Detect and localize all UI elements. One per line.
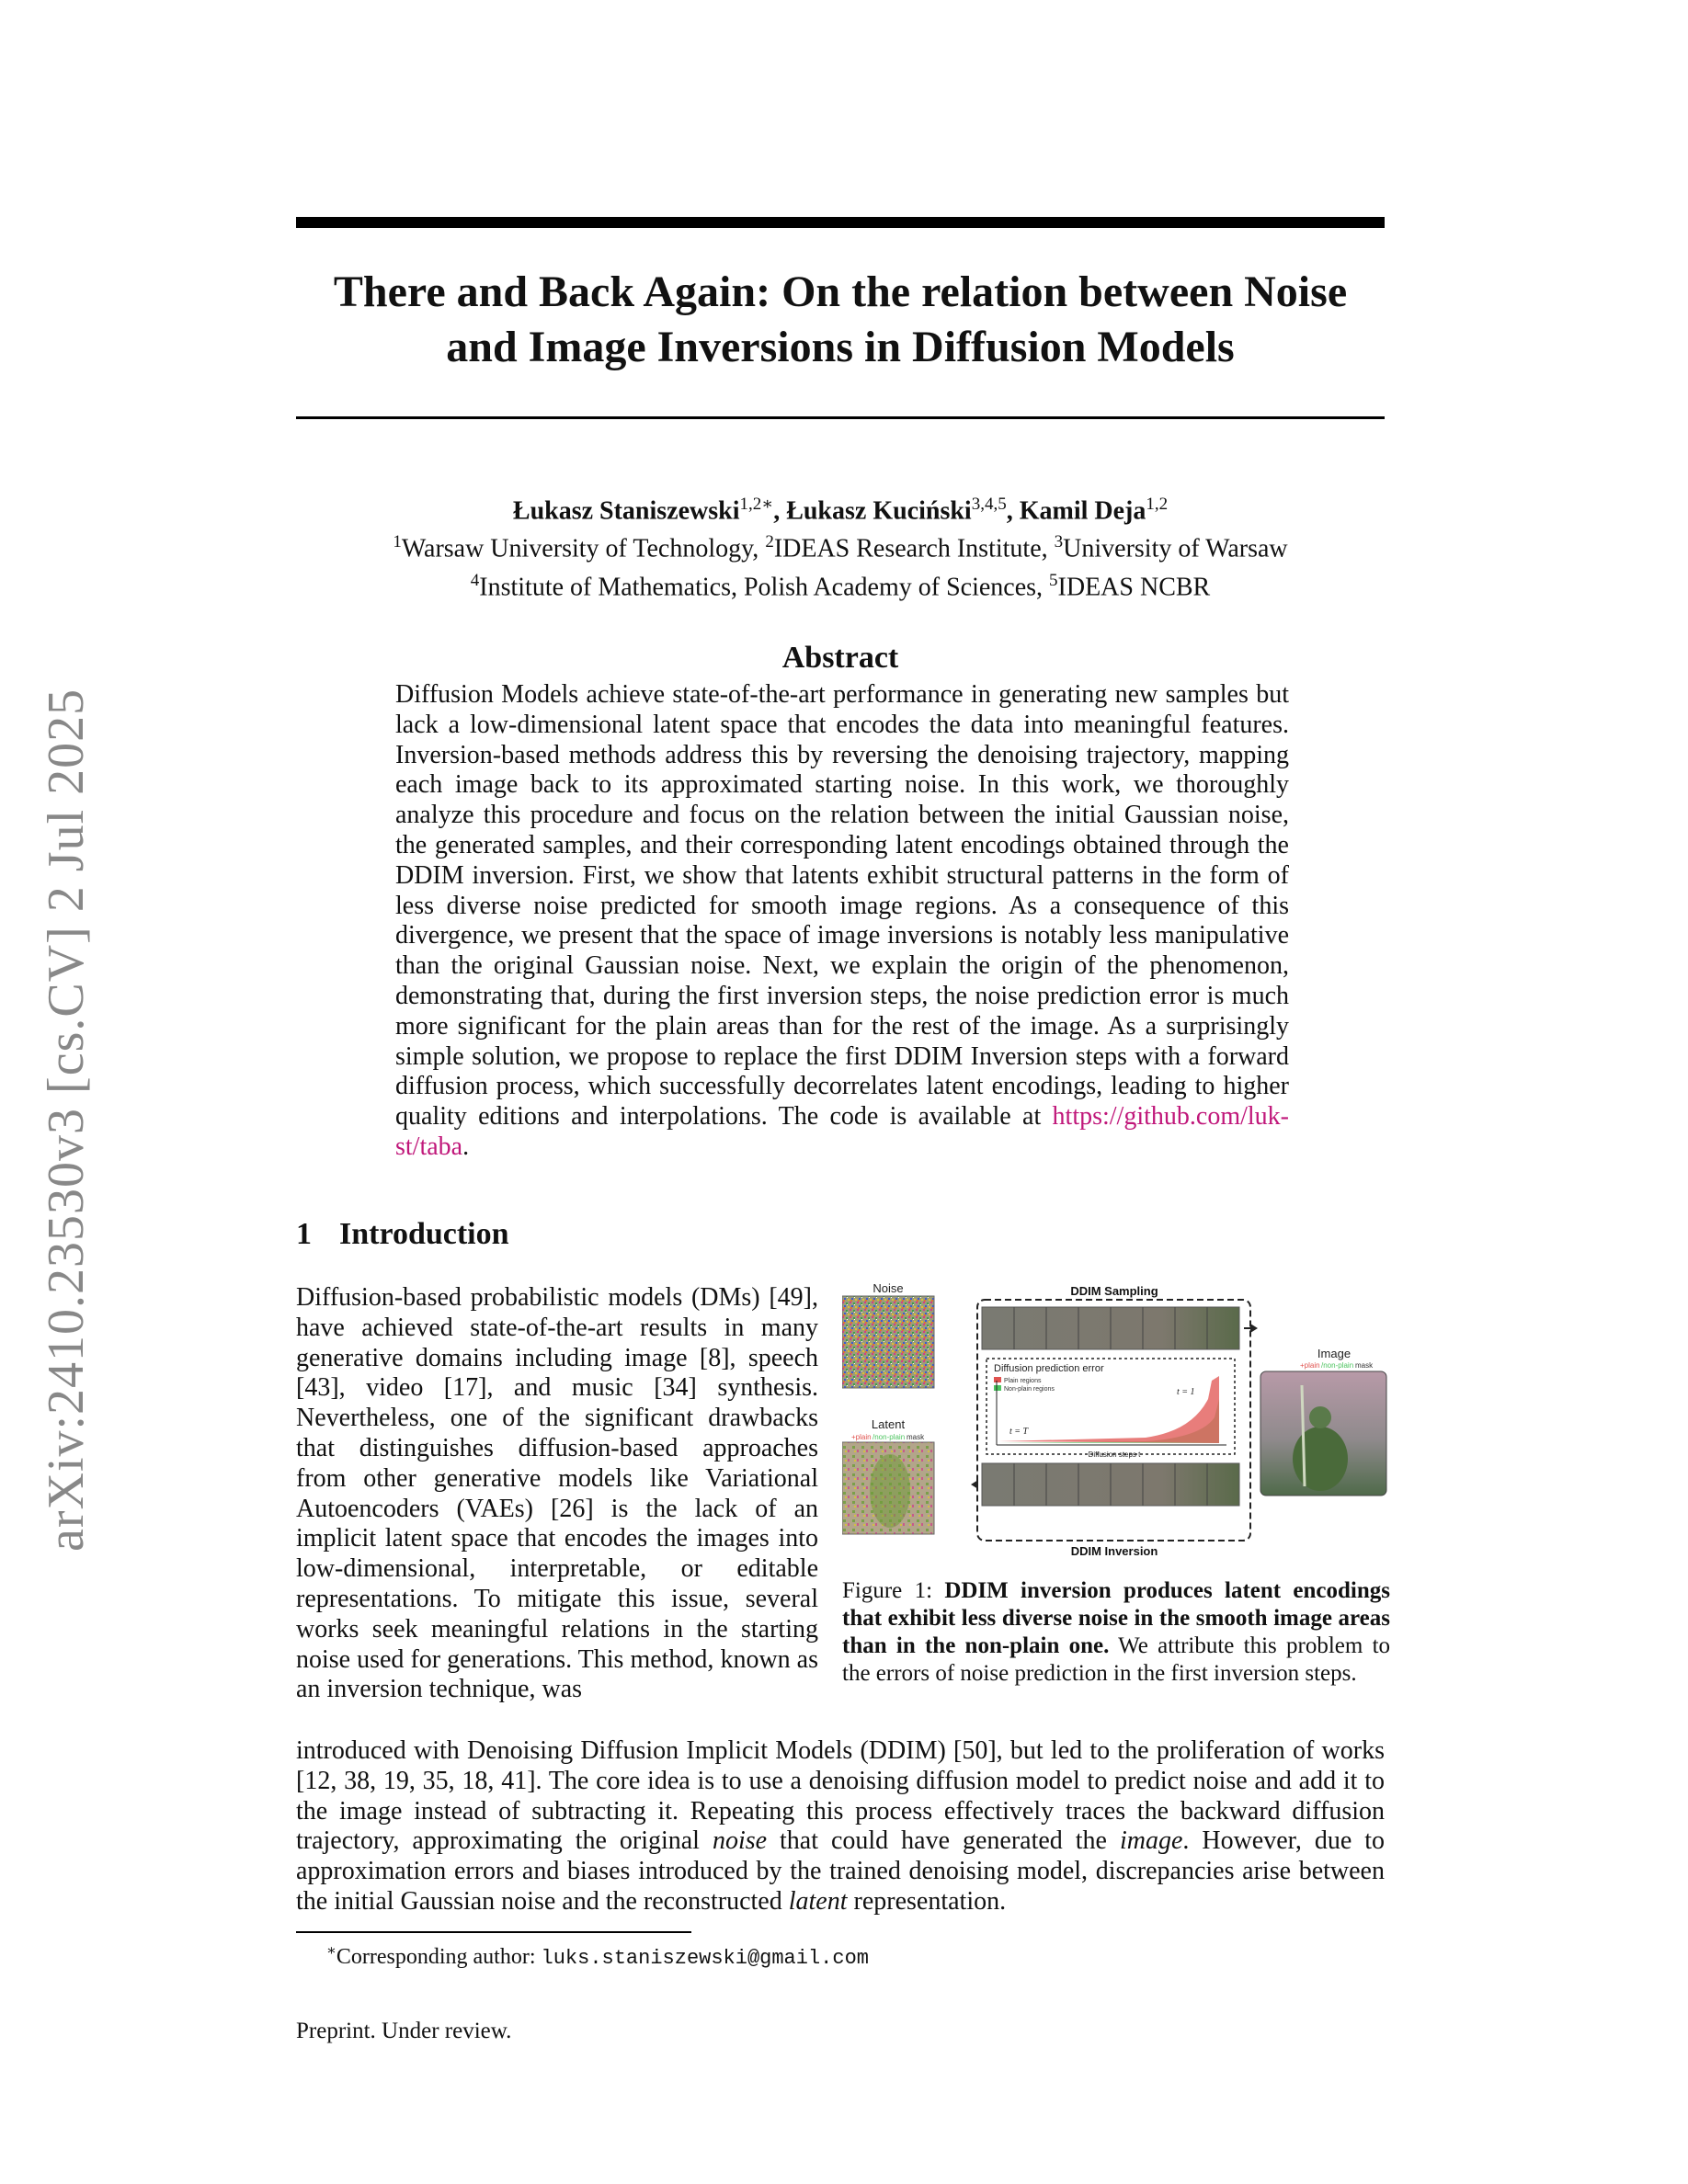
figure-1 [842, 1280, 1394, 1569]
affiliation-line-2 [296, 565, 1385, 603]
footnote-text: Corresponding author: [336, 1945, 542, 1969]
affil-text: University of Warsaw [1063, 534, 1288, 563]
intro-full-text [296, 1736, 1385, 1917]
image-sub-plain: +plain [1300, 1361, 1320, 1370]
caption-prefix: Figure 1: [842, 1578, 945, 1603]
abstract-end: . [462, 1132, 470, 1161]
author-2: Łukasz Kuciński [786, 496, 972, 526]
intro-em-latent: latent [788, 1886, 848, 1916]
tT-label: t = T [1009, 1427, 1029, 1437]
noise-label: Noise [873, 1281, 904, 1295]
paper-title [296, 265, 1385, 375]
intro-em-noise: noise [712, 1826, 768, 1856]
figure-1-caption [842, 1577, 1390, 1688]
ddim-sampling-label: DDIM Sampling [1070, 1284, 1158, 1298]
legend-plain: Plain regions [1004, 1378, 1042, 1384]
footnote-email[interactable]: luks.staniszewski@gmail.com [541, 1947, 869, 1970]
affiliation-line-1 [296, 527, 1385, 564]
section-number: 1 [296, 1217, 312, 1251]
footnote-mark: ∗ [326, 1943, 336, 1959]
abstract-heading: Abstract [781, 641, 899, 675]
title-line-2: and Image Inversions in Diffusion Models [446, 323, 1235, 371]
intro-text-b: that could have generated the [767, 1826, 1120, 1856]
preprint-notice: Preprint. Under review. [296, 2019, 512, 2043]
abstract-body [395, 680, 1289, 1163]
noise-image [842, 1296, 934, 1388]
image-figure-head [1309, 1406, 1331, 1428]
abstract-text: Diffusion Models achieve state-of-the-art performance in generating new samples but lack a low-dimensional latent space that encodes the data into meaningful features. Inversion-based methods address this by reversing the denoising trajectory, mapping each image back to its approximated starting noise. In this work, we thoroughly analyze this procedure and focus on the relation between the initial Gaussian noise, the generated samples, and their corresponding latent encodings obtained through the DDIM inversion. First, we show that latents exhibit structural patterns in the form of less diverse noise predicted for smooth image regions. As a consequence of this divergence, we present that the space of image inversions is notably less manipulative than the original Gaussian noise. Next, we explain the origin of the phenomenon, demonstrating that, during the first inversion steps, the noise prediction error is much more significant for the plain areas than for the rest of the image. As a surprisingly simple solution, we propose to replace the first DDIM Inversion steps with a forward diffusion process, which successfully decorrelates latent encodings, leading to higher quality editions and interpolations. The code is available at [395, 680, 1289, 1132]
author-names: Łukasz Staniszewski$^{1,2∗}$, Łukasz Kuciński$^{3,4,5}$, Kamil Deja$^{1,2}$ [512, 495, 1169, 526]
arxiv-identifier: arXiv:2410.23530v3 [cs.CV] 2 Jul 2025 [38, 688, 95, 1552]
figure-1-diagram [842, 1280, 1394, 1569]
image-figure [1293, 1427, 1348, 1491]
title-bottom-rule [296, 416, 1385, 419]
affil-sup: 3 [1054, 532, 1064, 552]
t1-label: t = 1 [1177, 1387, 1195, 1397]
author-1: Łukasz Staniszewski [512, 496, 740, 526]
latent-sub-mask: mask [907, 1433, 925, 1441]
author-block [296, 489, 1385, 603]
author-2-affil: 3,4,5 [971, 495, 1007, 514]
chart-x-label: Diffusion steps t [1088, 1450, 1141, 1459]
affil-text: Institute of Mathematics, Polish Academy of Sciences, [479, 572, 1050, 601]
affil-sup: 1 [393, 532, 402, 552]
image-sub-mask: mask [1355, 1361, 1374, 1370]
footnote-rule [296, 1931, 691, 1933]
caption-bold: DDIM inversion produces latent encodings that exhibit less diverse noise in the smooth image areas than in the non-plain one. [842, 1578, 1390, 1658]
intro-text-d: representation. [847, 1886, 1007, 1916]
footnote [326, 1941, 869, 1970]
intro-em-image: image [1119, 1826, 1183, 1856]
affil-sup: 5 [1049, 570, 1058, 590]
image-label: Image [1317, 1347, 1352, 1360]
inversion-arrowhead [971, 1480, 978, 1489]
image-sub-nonplain: /non-plain [1321, 1361, 1354, 1370]
latent-structure [870, 1454, 910, 1528]
author-3: Kamil Deja [1019, 496, 1146, 526]
title-top-rule [296, 217, 1385, 228]
affil-text: Warsaw University of Technology, [401, 534, 766, 563]
affil-sup: 2 [765, 532, 774, 552]
latent-label: Latent [871, 1417, 906, 1431]
legend-plain-swatch [994, 1377, 1001, 1382]
affil-text: IDEAS Research Institute, [773, 534, 1055, 563]
error-chart-title: Diffusion prediction error [994, 1363, 1104, 1374]
caption-rest: We attribute this problem to the errors of noise prediction in the first inversion steps. [842, 1633, 1391, 1686]
intro-text-a: introduced with Denoising Diffusion Implicit Models (DDIM) [50], but led to the proliferation of works [12, 38, 19, 35, 18, 41]. The core idea is to use a denoising diffusion model to predict noise and add it to the image instead of subtracting it. Repeating this process effectively traces the backward diffusion trajectory, approximating the original [296, 1736, 1385, 1856]
author-1-affil: 1,2∗ [739, 495, 774, 514]
affil-sup: 4 [470, 570, 480, 590]
ddim-inversion-label: DDIM Inversion [1070, 1544, 1158, 1558]
section-title: Introduction [339, 1217, 509, 1251]
title-line-1: There and Back Again: On the relation between Noise [333, 267, 1348, 316]
latent-sub-nonplain: /non-plain [873, 1433, 906, 1441]
intro-column-text: Diffusion-based probabilistic models (DMs) [49], have achieved state-of-the-art results in many generative domains including image [8], speech [43], video [17], and music [34] synthesis. Nevertheless, one of the significant drawbacks that distinguishes diffusion-based approaches from other generative models like Variational Autoencoders (VAEs) [26] is the lack of an implicit latent space that encodes the images into low-dimensional, interpretable, or editable representations. To mitigate this issue, several works seek meaningful relations in the starting noise used for generations. This method, known as an inversion technique, was [296, 1283, 818, 1704]
affil-text: IDEAS NCBR [1057, 572, 1211, 601]
legend-nonplain-swatch [994, 1385, 1001, 1391]
sampling-arrowhead [1250, 1324, 1258, 1333]
author-3-affil: 1,2 [1146, 495, 1169, 514]
intro-text-c: . However, due to approximation errors and biases introduced by the trained denoising model, discrepancies arise between the initial Gaussian noise and the reconstructed [296, 1826, 1385, 1916]
code-link[interactable]: https://github.com/luk-st/taba [395, 1102, 1289, 1161]
latent-sub-plain: +plain [851, 1433, 872, 1441]
section-heading [296, 1217, 509, 1252]
legend-nonplain: Non-plain regions [1004, 1386, 1055, 1393]
